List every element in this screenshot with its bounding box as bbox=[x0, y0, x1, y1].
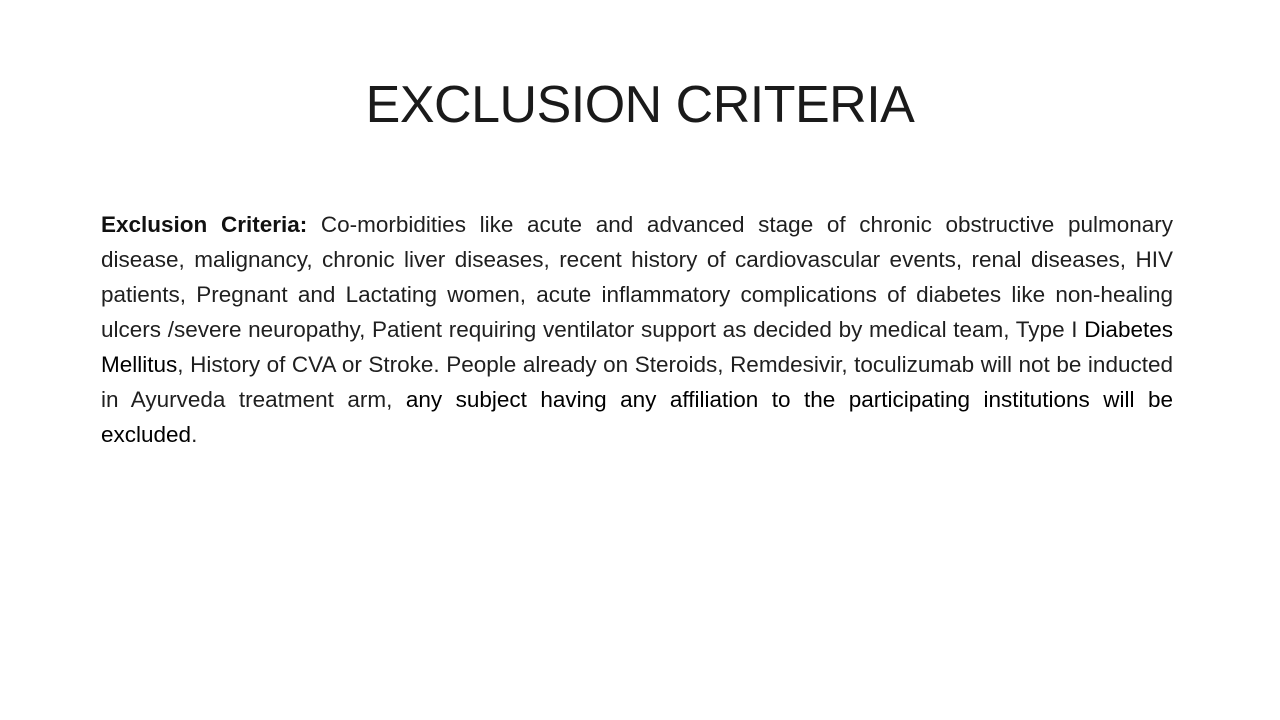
affiliation-exclusion-text: any subject having any affiliation to the participating institutions will be excluded bbox=[101, 387, 1174, 447]
criteria-text-part1: Co-morbidities like acute and advanced stage of chronic obstructive pulmonary disease, malignancy, chronic liver diseases, recent history of cardiovascular events, renal diseases, HIV patients, Pregnant and Lactating women, acute inflammatory complications of diabetes like non-healing ulcers /severe neuropathy, Patient requiring ventilator support as decided by medical team, Type I bbox=[101, 212, 1174, 342]
diabetes-mellitus-text: Diabetes Mellitus bbox=[101, 317, 1173, 377]
exclusion-criteria-heading: Exclusion Criteria: bbox=[101, 212, 308, 237]
criteria-text-part2: , History of CVA or Stroke. People already on Steroids, Remdesivir, toculizumab will not be inducted in Ayurveda treatment arm, bbox=[101, 352, 1173, 412]
exclusion-criteria-paragraph bbox=[101, 207, 1173, 452]
slide-title: EXCLUSION CRITERIA bbox=[365, 76, 915, 134]
criteria-text-end: . bbox=[191, 422, 198, 447]
